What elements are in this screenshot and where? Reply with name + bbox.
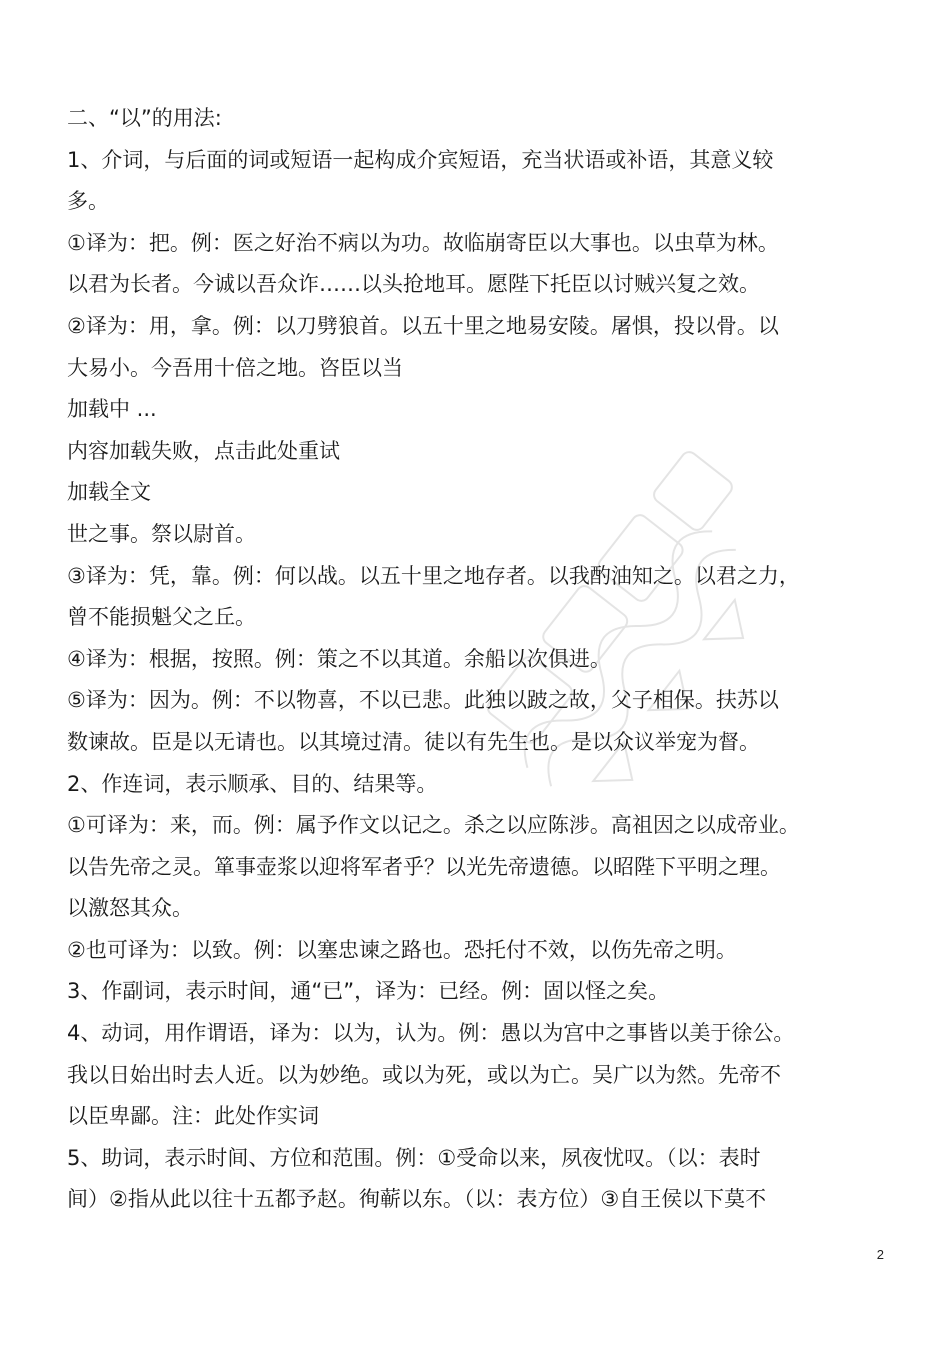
text-line: ⑤译为：因为。例：不以物喜，不以已悲。此独以跛之故，父子相保。扶苏以 [67,688,779,713]
text-line: 数谏故。臣是以无请也。以其境过清。徒以有先生也。是以众议举宠为督。 [67,729,760,754]
text-line: 2、作连词，表示顺承、目的、结果等。 [67,771,438,796]
text-line: ②译为：用，拿。例：以刀劈狼首。以五十里之地易安陵。屠惧，投以骨。以 [67,313,779,338]
retry-link[interactable]: 内容加载失败，点击此处重试 [67,438,340,463]
document-body [67,98,837,1221]
text-line: 以君为长者。今诚以吾众诈……以头抢地耳。愿陛下托臣以讨贼兴复之效。 [67,272,760,297]
text-line: 以激怒其众。 [67,896,193,921]
heading-yi-usage: 二、“以”的用法: [67,106,222,130]
text-line: ③译为：凭，靠。例：何以战。以五十里之地存者。以我酌油知之。以君之力， [67,563,800,588]
page-number: 2 [876,1247,884,1262]
text-line: 我以日始出时去人近。以为妙绝。或以为死，或以为亡。吴广以为然。先帝不 [67,1062,781,1087]
text-line: ②也可译为：以致。例：以塞忠谏之路也。恐托付不效，以伤先帝之明。 [67,937,737,962]
text-line: 5、助词，表示时间、方位和范围。例：①受命以来，夙夜忧叹。（以：表时 [67,1145,761,1170]
text-line: ①译为：把。例：医之好治不病以为功。故临崩寄臣以大事也。以虫草为林。 [67,230,779,255]
text-line: 大易小。今吾用十倍之地。咨臣以当 [67,355,403,380]
text-line: 以告先帝之灵。箪事壶浆以迎将军者乎？以光先帝遗德。以昭陛下平明之理。 [67,854,781,879]
text-line: 以臣卑鄙。注：此处作实词 [67,1104,319,1129]
text-line: 3、作副词，表示时间，通“已”，译为：已经。例：固以怪之矣。 [67,979,670,1004]
text-line: 曾不能损魁父之丘。 [67,605,256,630]
text-line: 多。 [67,189,109,214]
text-line: 世之事。祭以尉首。 [67,521,256,546]
loading-text: 加载中 ... [67,397,157,422]
text-line: 间）②指从此以往十五都予赵。徇蕲以东。（以：表方位）③自王侯以下莫不 [67,1187,767,1212]
load-full-text-link[interactable]: 加载全文 [67,480,151,505]
text-line: 1、介词，与后面的词或短语一起构成介宾短语，充当状语或补语，其意义较 [67,147,774,172]
text-line: ④译为：根据，按照。例：策之不以其道。余船以次俱进。 [67,646,611,671]
text-line: 4、动词，用作谓语，译为：以为，认为。例：愚以为宫中之事皆以美于徐公。 [67,1021,795,1046]
text-line: ①可译为：来，而。例：属予作文以记之。杀之以应陈涉。高祖因之以成帝业。 [67,813,800,838]
